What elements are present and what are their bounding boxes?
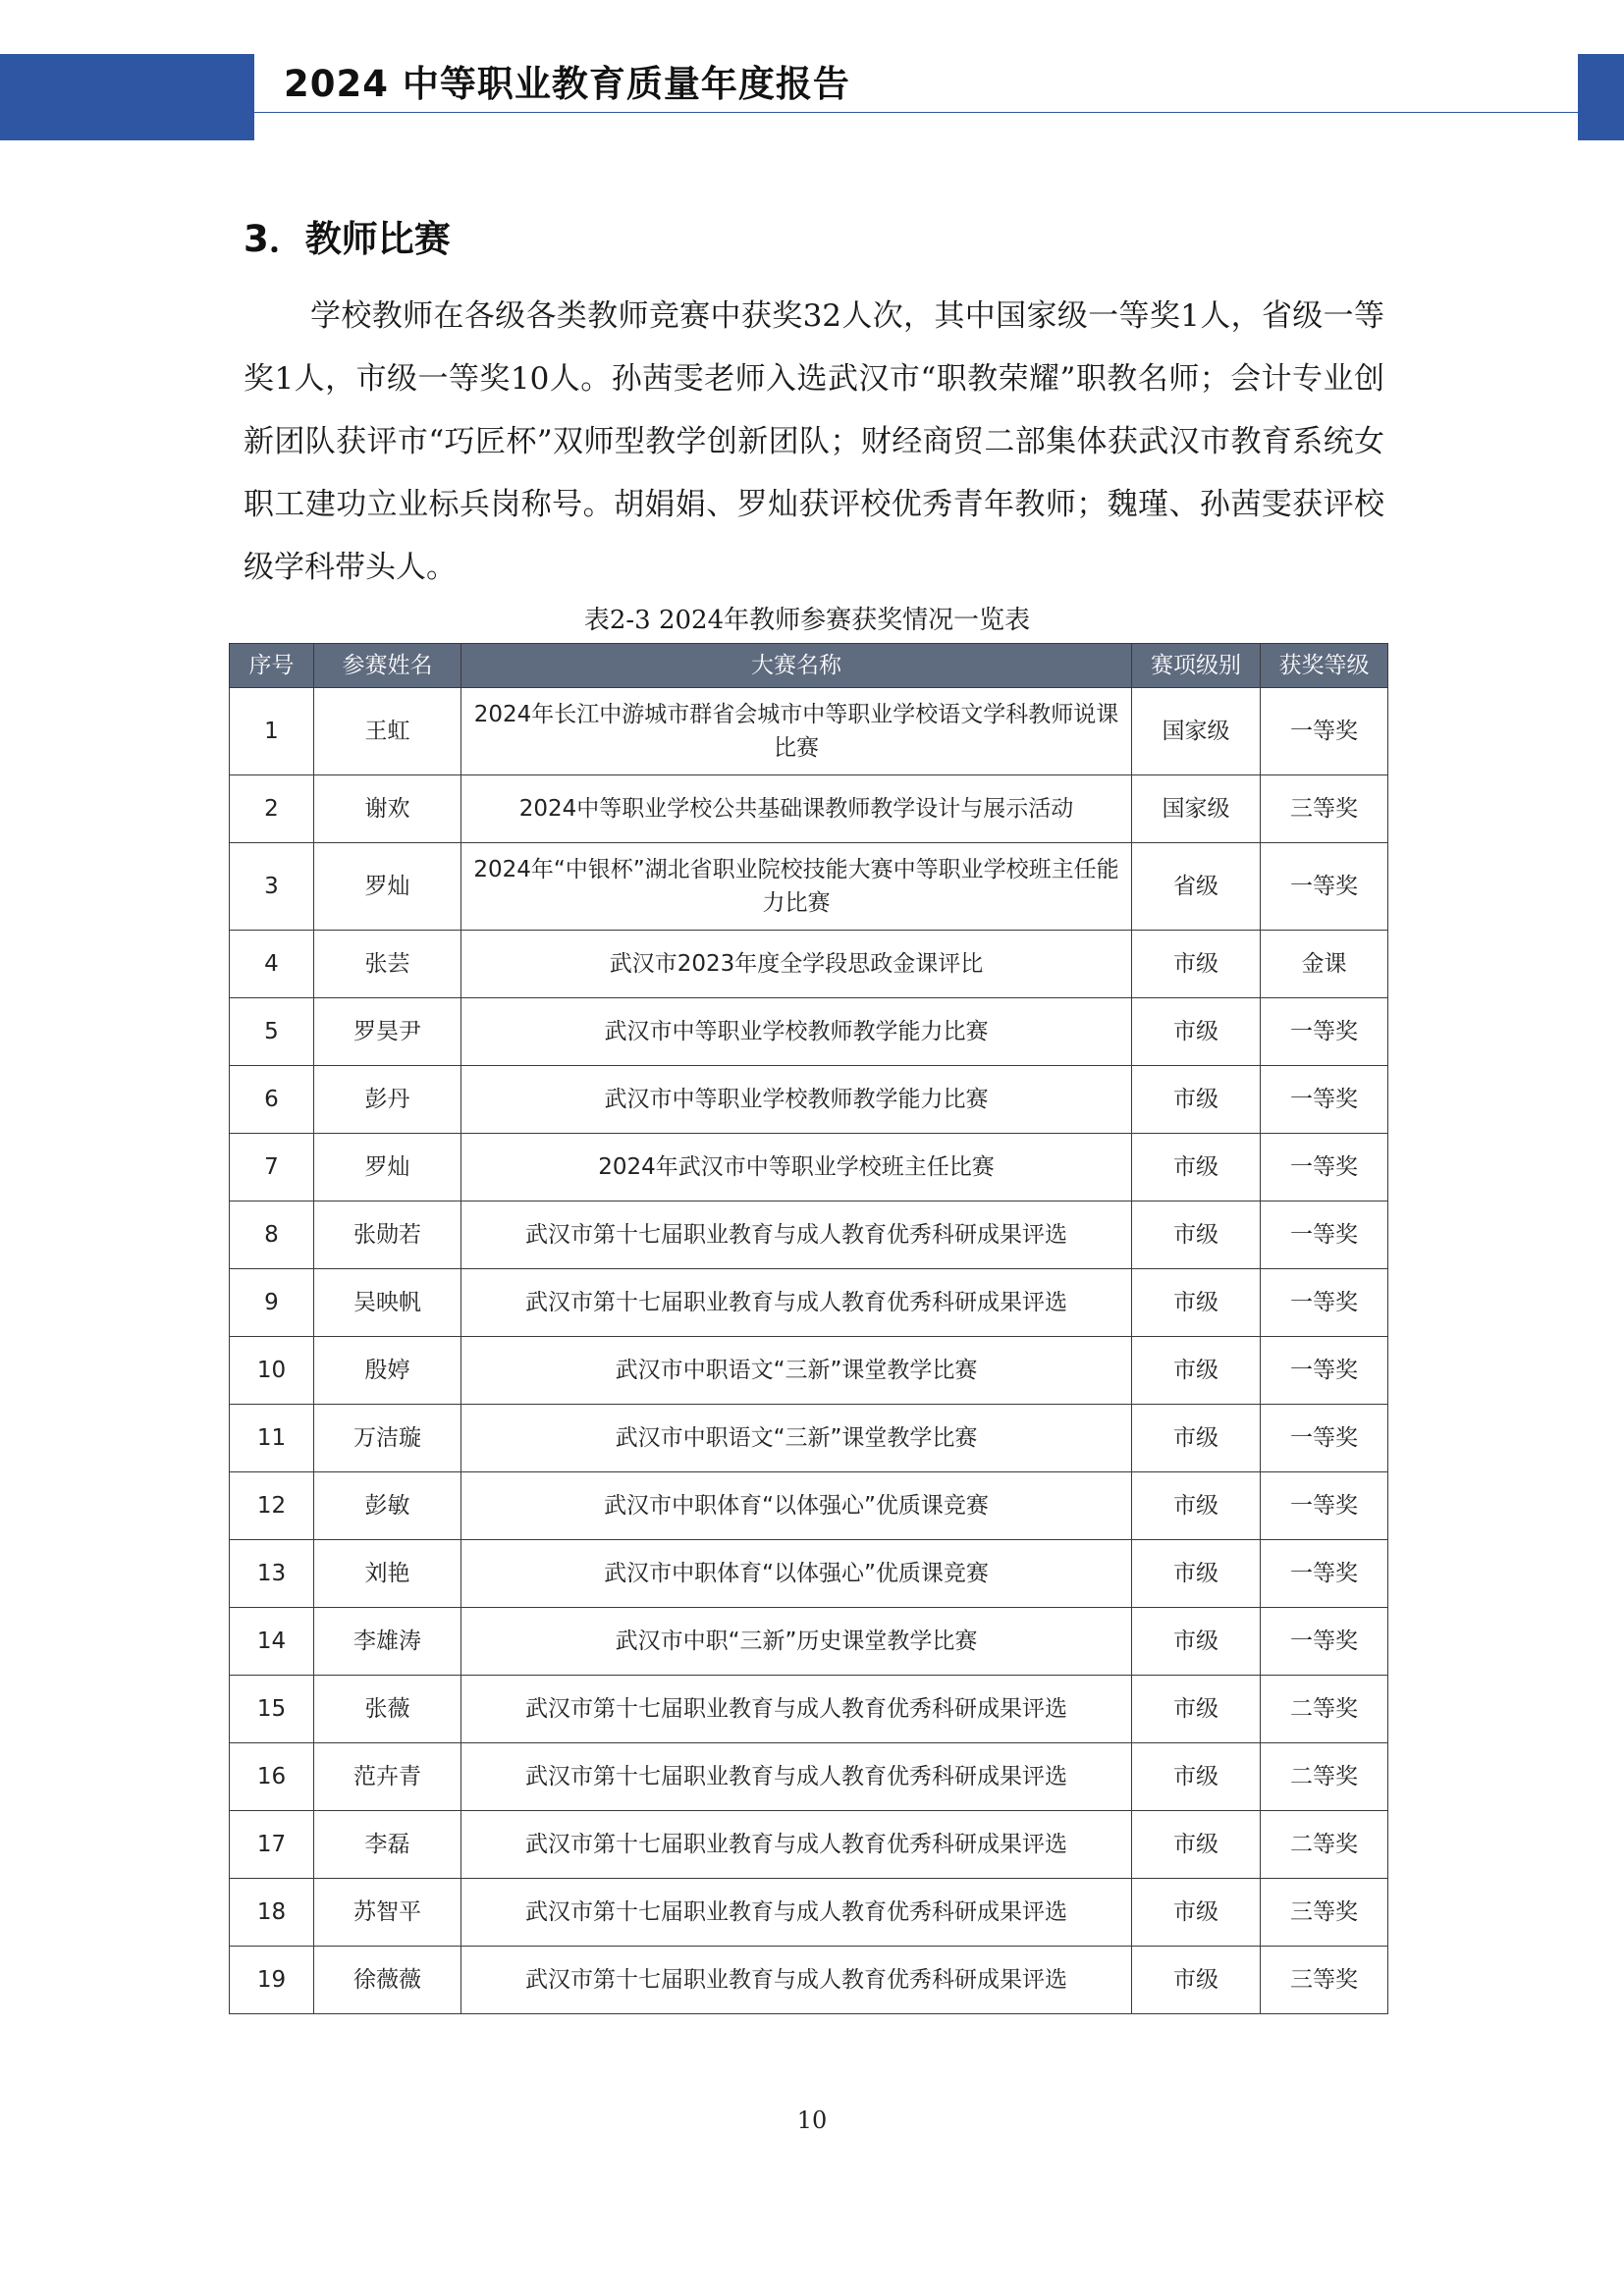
table-header	[230, 644, 1388, 688]
cell-level: 市级	[1132, 1608, 1261, 1676]
cell-name: 苏智平	[314, 1879, 461, 1947]
header-accent-bar-left	[0, 54, 254, 140]
table-row	[230, 1608, 1388, 1676]
cell-contest: 2024年武汉市中等职业学校班主任比赛	[461, 1134, 1132, 1201]
cell-level: 市级	[1132, 1472, 1261, 1540]
cell-contest: 武汉市第十七届职业教育与成人教育优秀科研成果评选	[461, 1811, 1132, 1879]
cell-no: 11	[230, 1405, 314, 1472]
table-row	[230, 1201, 1388, 1269]
cell-contest: 武汉市2023年度全学段思政金课评比	[461, 931, 1132, 998]
table-row	[230, 1811, 1388, 1879]
cell-award: 一等奖	[1261, 1201, 1388, 1269]
cell-level: 市级	[1132, 1743, 1261, 1811]
column-header-contest: 大赛名称	[461, 644, 1132, 688]
table-row	[230, 1676, 1388, 1743]
cell-contest: 武汉市中职体育“以体强心”优质课竞赛	[461, 1472, 1132, 1540]
cell-contest: 武汉市中职“三新”历史课堂教学比赛	[461, 1608, 1132, 1676]
cell-no: 10	[230, 1337, 314, 1405]
cell-no: 18	[230, 1879, 314, 1947]
cell-contest: 武汉市第十七届职业教育与成人教育优秀科研成果评选	[461, 1269, 1132, 1337]
column-header-level: 赛项级别	[1132, 644, 1261, 688]
cell-level: 市级	[1132, 1134, 1261, 1201]
cell-contest: 武汉市第十七届职业教育与成人教育优秀科研成果评选	[461, 1676, 1132, 1743]
awards-table	[229, 643, 1388, 2014]
cell-award: 二等奖	[1261, 1811, 1388, 1879]
table-row	[230, 1879, 1388, 1947]
cell-award: 一等奖	[1261, 1540, 1388, 1608]
table-row	[230, 843, 1388, 931]
cell-level: 市级	[1132, 1879, 1261, 1947]
cell-contest: 武汉市第十七届职业教育与成人教育优秀科研成果评选	[461, 1879, 1132, 1947]
cell-award: 一等奖	[1261, 1472, 1388, 1540]
cell-award: 一等奖	[1261, 1337, 1388, 1405]
cell-name: 谢欢	[314, 775, 461, 843]
table-row	[230, 931, 1388, 998]
report-header-title: 2024 中等职业教育质量年度报告	[284, 63, 850, 105]
cell-level: 市级	[1132, 1337, 1261, 1405]
cell-no: 4	[230, 931, 314, 998]
table-row	[230, 1540, 1388, 1608]
cell-contest: 武汉市第十七届职业教育与成人教育优秀科研成果评选	[461, 1743, 1132, 1811]
cell-award: 三等奖	[1261, 1947, 1388, 2014]
cell-award: 一等奖	[1261, 688, 1388, 775]
cell-level: 市级	[1132, 998, 1261, 1066]
table-row	[230, 1337, 1388, 1405]
cell-name: 罗灿	[314, 1134, 461, 1201]
cell-name: 张薇	[314, 1676, 461, 1743]
cell-no: 5	[230, 998, 314, 1066]
column-header-name: 参赛姓名	[314, 644, 461, 688]
cell-contest: 2024年长江中游城市群省会城市中等职业学校语文学科教师说课比赛	[461, 688, 1132, 775]
cell-no: 12	[230, 1472, 314, 1540]
table-row	[230, 1405, 1388, 1472]
page-number: 10	[796, 2107, 828, 2134]
cell-award: 二等奖	[1261, 1743, 1388, 1811]
cell-level: 市级	[1132, 931, 1261, 998]
cell-name: 殷婷	[314, 1337, 461, 1405]
cell-level: 市级	[1132, 1540, 1261, 1608]
header-rule	[254, 112, 1578, 113]
cell-contest: 武汉市中职语文“三新”课堂教学比赛	[461, 1337, 1132, 1405]
table-row	[230, 775, 1388, 843]
cell-name: 刘艳	[314, 1540, 461, 1608]
cell-name: 李雄涛	[314, 1608, 461, 1676]
cell-no: 1	[230, 688, 314, 775]
cell-contest: 武汉市中职体育“以体强心”优质课竞赛	[461, 1540, 1132, 1608]
cell-name: 张芸	[314, 931, 461, 998]
cell-level: 国家级	[1132, 688, 1261, 775]
cell-name: 彭丹	[314, 1066, 461, 1134]
cell-name: 徐薇薇	[314, 1947, 461, 2014]
cell-name: 张勋若	[314, 1201, 461, 1269]
cell-contest: 2024中等职业学校公共基础课教师教学设计与展示活动	[461, 775, 1132, 843]
cell-award: 一等奖	[1261, 1269, 1388, 1337]
cell-level: 市级	[1132, 1405, 1261, 1472]
cell-no: 15	[230, 1676, 314, 1743]
header-accent-bar-right	[1578, 54, 1624, 140]
section-title: 3．教师比赛	[244, 218, 451, 260]
table-body	[230, 688, 1388, 2014]
cell-award: 三等奖	[1261, 775, 1388, 843]
cell-award: 一等奖	[1261, 1405, 1388, 1472]
cell-no: 8	[230, 1201, 314, 1269]
cell-level: 市级	[1132, 1269, 1261, 1337]
table-row	[230, 1472, 1388, 1540]
cell-award: 三等奖	[1261, 1879, 1388, 1947]
cell-contest: 武汉市第十七届职业教育与成人教育优秀科研成果评选	[461, 1947, 1132, 2014]
cell-level: 市级	[1132, 1201, 1261, 1269]
table-caption: 表2-3 2024年教师参赛获奖情况一览表	[583, 606, 1031, 635]
cell-no: 6	[230, 1066, 314, 1134]
cell-no: 7	[230, 1134, 314, 1201]
cell-contest: 武汉市中等职业学校教师教学能力比赛	[461, 1066, 1132, 1134]
cell-name: 王虹	[314, 688, 461, 775]
cell-award: 一等奖	[1261, 998, 1388, 1066]
cell-contest: 武汉市第十七届职业教育与成人教育优秀科研成果评选	[461, 1201, 1132, 1269]
column-header-no: 序号	[230, 644, 314, 688]
table-row	[230, 1947, 1388, 2014]
cell-contest: 2024年“中银杯”湖北省职业院校技能大赛中等职业学校班主任能力比赛	[461, 843, 1132, 931]
table-header-row	[230, 644, 1388, 688]
table-row	[230, 1066, 1388, 1134]
table-row	[230, 1269, 1388, 1337]
cell-name: 罗灿	[314, 843, 461, 931]
cell-no: 9	[230, 1269, 314, 1337]
cell-level: 市级	[1132, 1066, 1261, 1134]
table-row	[230, 1134, 1388, 1201]
cell-no: 19	[230, 1947, 314, 2014]
cell-level: 市级	[1132, 1676, 1261, 1743]
cell-level: 国家级	[1132, 775, 1261, 843]
cell-name: 李磊	[314, 1811, 461, 1879]
cell-no: 16	[230, 1743, 314, 1811]
cell-award: 一等奖	[1261, 1134, 1388, 1201]
section-paragraph: 学校教师在各级各类教师竞赛中获奖32人次，其中国家级一等奖1人，省级一等奖1人，市级一等奖10人。孙茜雯老师入选武汉市“职教荣耀”职教名师；会计专业创新团队获评市“巧匠杯”双师型教学创新团队；财经商贸二部集体获武汉市教育系统女职工建功立业标兵岗称号。胡娟娟、罗灿获评校优秀青年教师；魏瑾、孙茜雯获评校级学科带头人。	[244, 298, 1384, 585]
cell-name: 范卉青	[314, 1743, 461, 1811]
cell-no: 2	[230, 775, 314, 843]
cell-no: 14	[230, 1608, 314, 1676]
cell-no: 13	[230, 1540, 314, 1608]
cell-award: 一等奖	[1261, 1066, 1388, 1134]
column-header-award: 获奖等级	[1261, 644, 1388, 688]
cell-contest: 武汉市中职语文“三新”课堂教学比赛	[461, 1405, 1132, 1472]
cell-level: 市级	[1132, 1947, 1261, 2014]
table-row	[230, 688, 1388, 775]
cell-award: 金课	[1261, 931, 1388, 998]
cell-name: 罗昊尹	[314, 998, 461, 1066]
cell-name: 彭敏	[314, 1472, 461, 1540]
cell-level: 市级	[1132, 1811, 1261, 1879]
cell-award: 一等奖	[1261, 843, 1388, 931]
cell-no: 17	[230, 1811, 314, 1879]
cell-name: 吴映帆	[314, 1269, 461, 1337]
cell-name: 万洁璇	[314, 1405, 461, 1472]
table-row	[230, 998, 1388, 1066]
cell-contest: 武汉市中等职业学校教师教学能力比赛	[461, 998, 1132, 1066]
cell-award: 一等奖	[1261, 1608, 1388, 1676]
table-row	[230, 1743, 1388, 1811]
cell-no: 3	[230, 843, 314, 931]
cell-level: 省级	[1132, 843, 1261, 931]
cell-award: 二等奖	[1261, 1676, 1388, 1743]
